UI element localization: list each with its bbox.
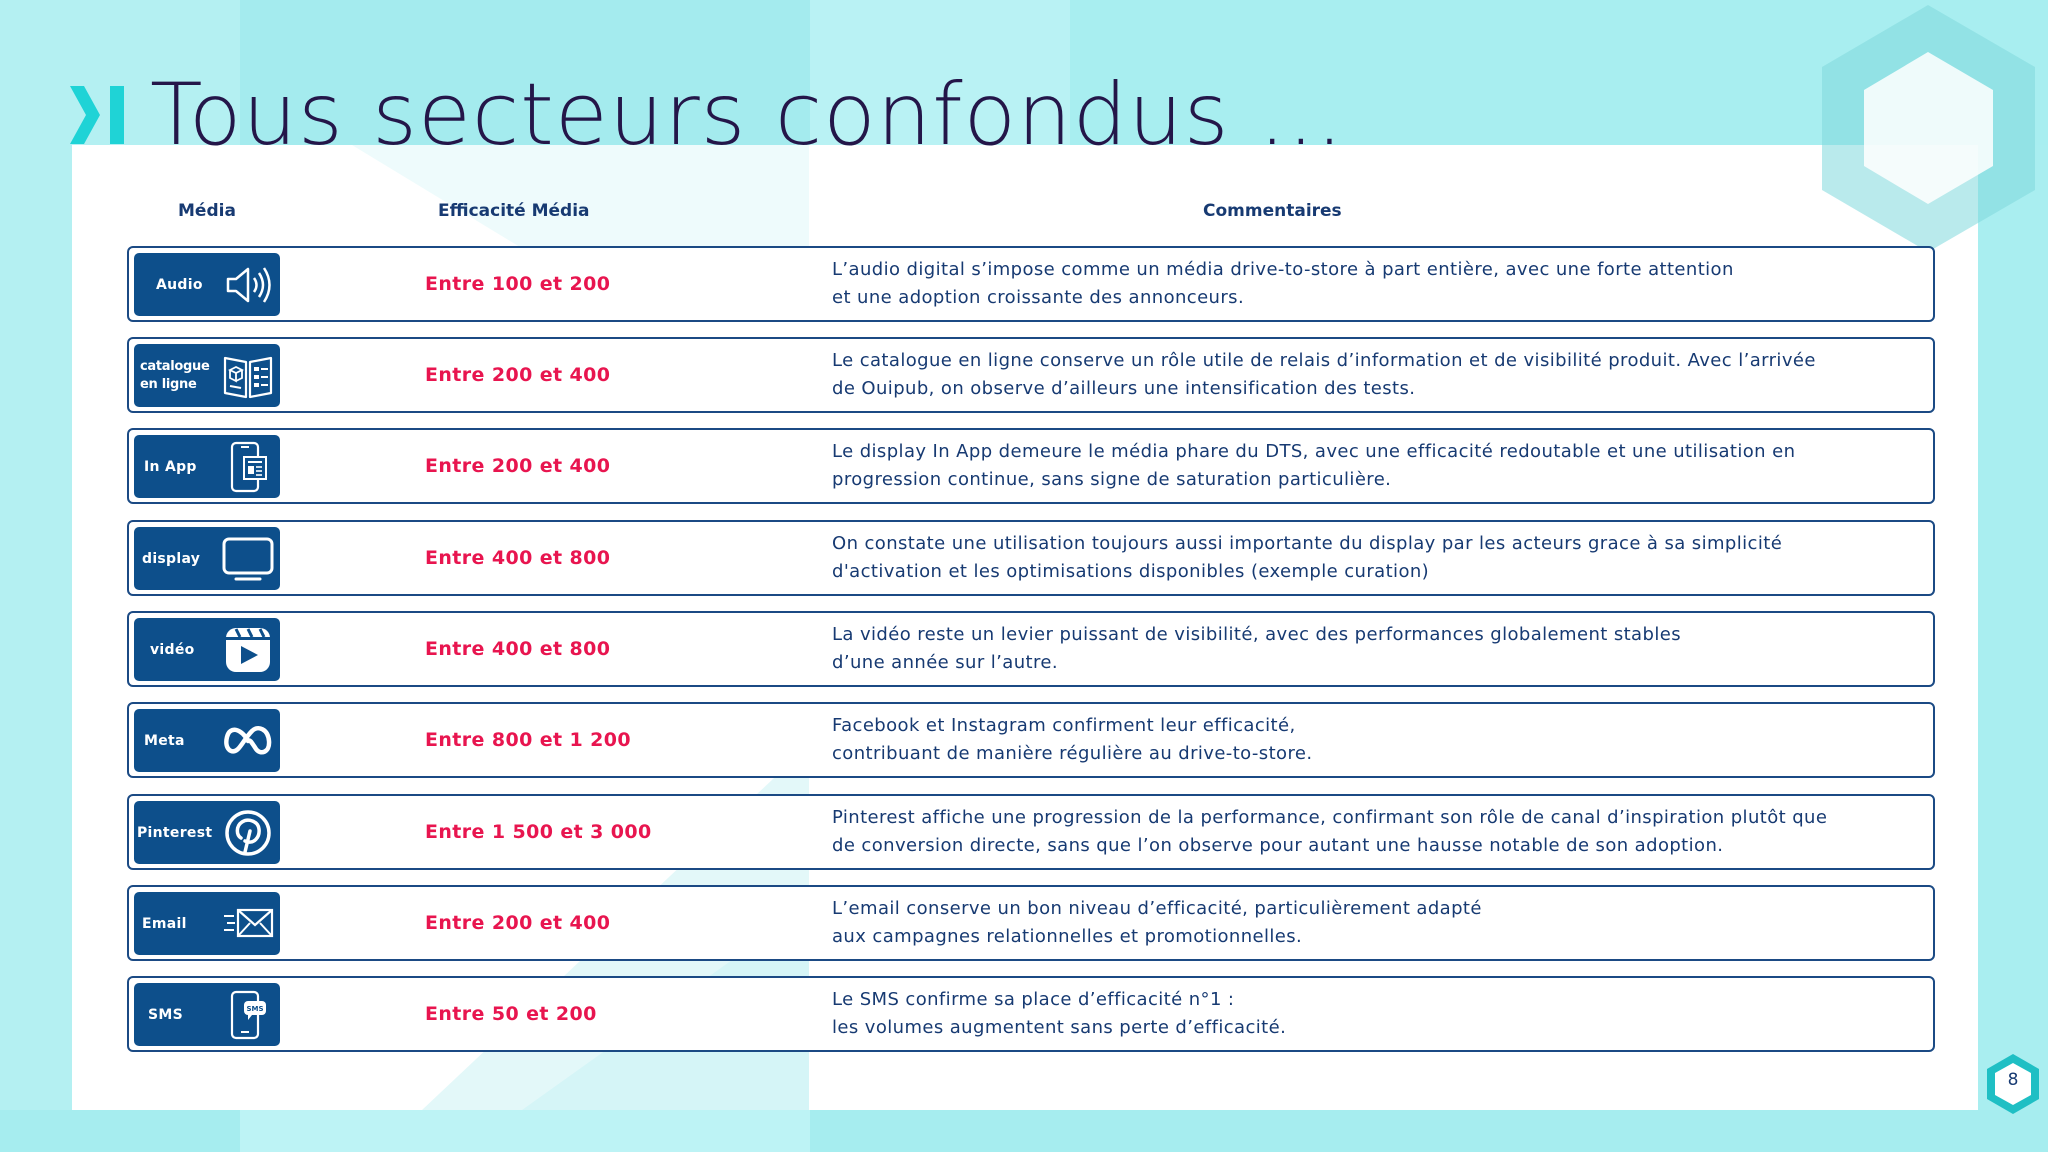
media-badge-pinterest [134,801,280,864]
page-number: 8 [2007,1070,2019,1090]
comment [832,895,1927,950]
comment [832,712,1927,767]
media-badge-video [134,618,280,681]
comment [832,530,1927,585]
comment-line: Pinterest affiche une progression de la performance, confirmant son rôle de canal d’inspiration plutôt que [832,807,1828,828]
media-label: SMS [148,1006,183,1023]
efficacite-value: Entre 400 et 800 [425,547,611,569]
comment-line: d'activation et les optimisations disponibles (exemple curation) [832,560,1430,582]
speaker-icon [222,259,274,311]
media-badge-meta [134,709,280,772]
table-row [127,794,1935,870]
efficacite-value: Entre 200 et 400 [425,364,611,386]
media-label: display [142,550,201,567]
header-efficacite: Efficacité Média [438,201,590,221]
video-play-icon [222,624,274,676]
smartphone-app-icon [222,441,274,493]
comment [832,256,1927,311]
efficacite-value: Entre 400 et 800 [425,638,611,660]
table-row [127,520,1935,596]
efficacite-value: Entre 200 et 400 [425,455,611,477]
catalogue-icon [222,350,274,402]
efficacite-value: Entre 1 500 et 3 000 [425,821,652,843]
comment-line: et une adoption croissante des annonceurs. [832,286,1245,308]
efficacite-value: Entre 100 et 200 [425,273,611,295]
comment [832,347,1927,402]
comment-line: d’une année sur l’autre. [832,651,1059,673]
comment-line: progression continue, sans signe de saturation particulière. [832,468,1392,490]
media-label [140,344,210,407]
media-label: Email [142,915,187,932]
comment-line: Le catalogue en ligne conserve un rôle utile de relais d’information et de visibilité produit. Avec l’arrivée [832,350,1816,371]
media-label: vidéo [150,641,195,658]
efficacite-value: Entre 50 et 200 [425,1003,597,1025]
table-row [127,702,1935,778]
media-label-line: en ligne [140,376,197,392]
efficacite-value: Entre 800 et 1 200 [425,729,632,751]
media-badge-sms [134,983,280,1046]
comment [832,986,1927,1041]
comment-line: La vidéo reste un levier puissant de visibilité, avec des performances globalement stables [832,624,1681,645]
comment-line: de conversion directe, sans que l’on observe pour autant une hausse notable de son adoption. [832,834,1724,856]
table-row [127,337,1935,413]
comment-line: les volumes augmentent sans perte d’efficacité. [832,1016,1287,1038]
comment-line: On constate une utilisation toujours aussi importante du display par les acteurs grace à sa simplicité [832,533,1783,554]
hexagon-decoration [1820,0,2048,260]
media-badge-audio [134,253,280,316]
table-row [127,976,1935,1052]
table-row [127,246,1935,322]
media-badge-catalogue [134,344,280,407]
media-label: Meta [144,732,185,749]
chevron-logo-icon [70,80,128,150]
comment-line: L’audio digital s’impose comme un média drive-to-store à part entière, avec une forte attention [832,259,1734,280]
comment [832,804,1927,859]
comment-line: contribuant de manière régulière au drive-to-store. [832,742,1313,764]
meta-infinity-icon [222,715,274,767]
comment-line: de Ouipub, on observe d’ailleurs une intensification des tests. [832,377,1416,399]
media-label-line: catalogue [140,358,210,374]
media-badge-display [134,527,280,590]
comment-line: L’email conserve un bon niveau d’efficacité, particulièrement adapté [832,898,1482,919]
header-commentaires: Commentaires [1203,201,1342,221]
comment-line: Facebook et Instagram confirment leur efficacité, [832,715,1296,736]
sms-phone-icon [222,989,274,1041]
media-label: Pinterest [137,824,213,841]
sms-bubble-text: SMS [246,1005,264,1013]
page-title: Tous secteurs confondus … [150,65,1345,165]
comment-line: aux campagnes relationnelles et promotionnelles. [832,925,1303,947]
comment-line: Le display In App demeure le média phare du DTS, avec une efficacité redoutable et une utilisation en [832,441,1796,462]
efficacite-value: Entre 200 et 400 [425,912,611,934]
pinterest-icon [222,807,274,859]
title-bar [70,60,1345,170]
table-row [127,611,1935,687]
media-label: Audio [156,276,203,293]
envelope-icon [222,898,274,950]
media-badge-in-app [134,435,280,498]
table-row [127,885,1935,961]
comment [832,438,1927,493]
media-label: In App [144,458,197,475]
table-row [127,428,1935,504]
media-badge-email [134,892,280,955]
monitor-icon [222,533,274,585]
comment [832,621,1927,676]
header-media: Média [178,201,236,221]
comment-line: Le SMS confirme sa place d’efficacité n°1 : [832,989,1235,1010]
